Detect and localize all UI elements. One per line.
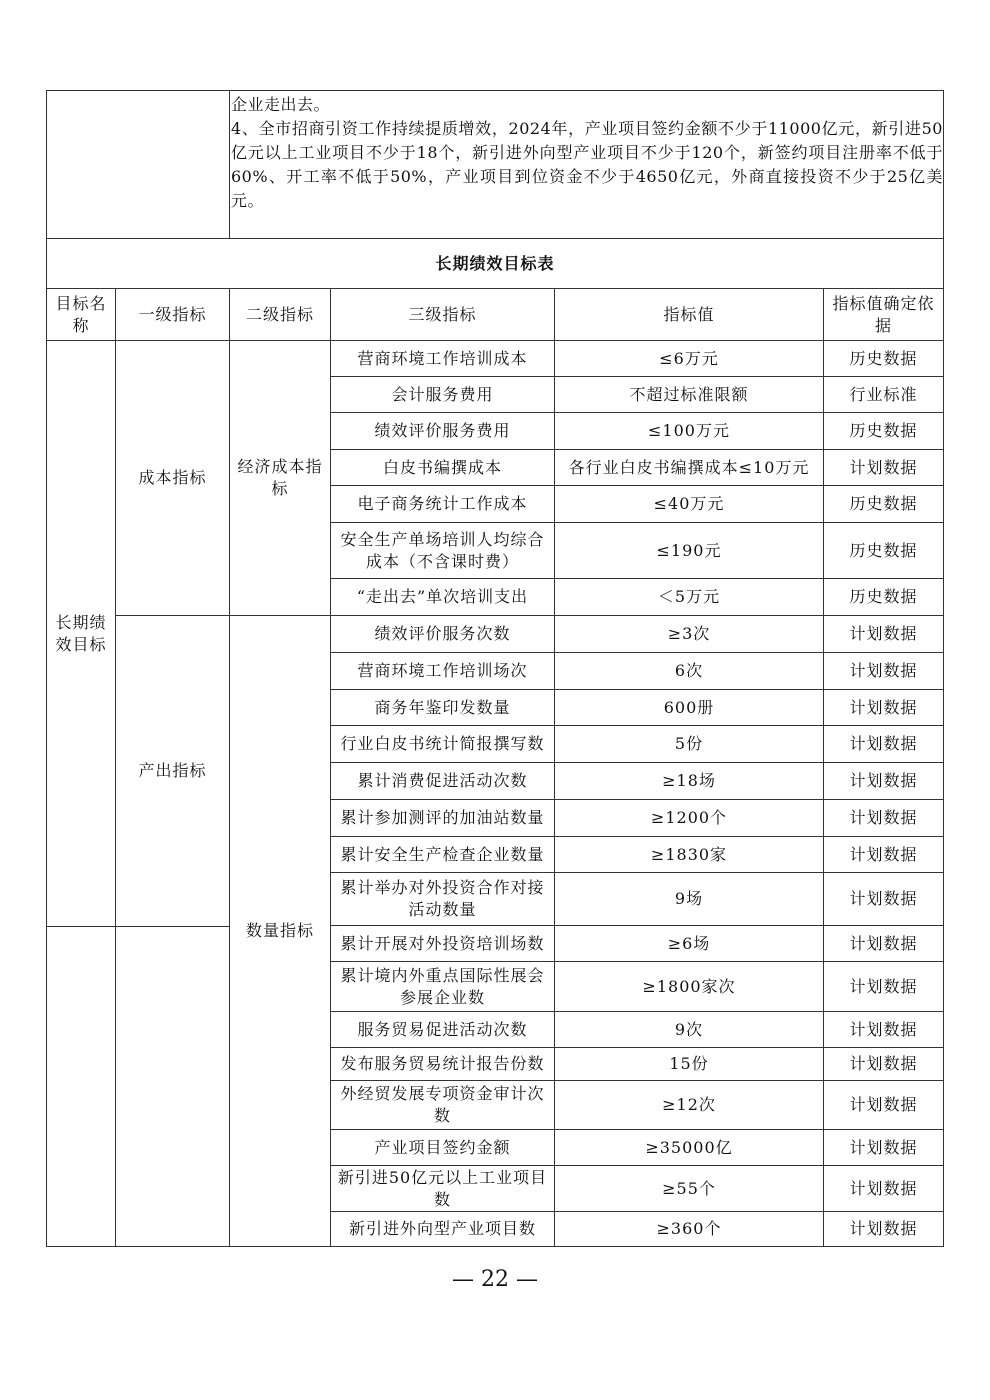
grid-line-v	[229, 90, 230, 238]
indicator-name: “走出去”单次培训支出	[356, 587, 529, 606]
indicator-value: 各行业白皮书编撰成本≤10万元	[568, 457, 810, 477]
indicator-name: 绩效评价服务次数	[374, 624, 511, 643]
cost-indicator-cell: 成本指标	[138, 468, 207, 487]
indicator-basis: 历史数据	[849, 587, 918, 606]
indicator-value: 5份	[674, 734, 704, 753]
header-basis: 指标值确定依据	[832, 293, 935, 335]
indicator-basis: 计划数据	[849, 976, 918, 996]
indicator-basis: 计划数据	[849, 1019, 918, 1039]
indicator-basis: 计划数据	[849, 1137, 918, 1157]
goal-name-cell: 长期绩效目标	[55, 612, 107, 654]
indicator-name: 累计开展对外投资培训场数	[340, 933, 545, 953]
indicator-value: ≤6万元	[659, 348, 719, 368]
indicator-name: 外经贸发展专项资金审计次数	[340, 1084, 545, 1125]
indicator-basis: 计划数据	[849, 1054, 918, 1073]
indicator-basis: 历史数据	[849, 348, 918, 368]
indicator-name: 累计境内外重点国际性展会参展企业数	[340, 965, 545, 1007]
grid-line-h	[330, 1246, 944, 1247]
indicator-name: 产业项目签约金额	[374, 1137, 511, 1157]
indicator-name: 累计举办对外投资合作对接活动数量	[340, 878, 545, 919]
grid-line-h	[229, 1246, 331, 1247]
indicator-name: 电子商务统计工作成本	[357, 494, 528, 513]
indicator-value: ≥6场	[667, 933, 711, 953]
indicator-basis: 行业标准	[849, 384, 918, 404]
indicator-value: ≥12次	[662, 1095, 716, 1114]
indicator-value: ≥1800家次	[642, 976, 736, 996]
indicator-value: 15份	[669, 1054, 709, 1073]
indicator-basis: 计划数据	[849, 457, 918, 477]
grid-line-v	[943, 90, 944, 1246]
indicator-value: ≥1830家	[650, 844, 728, 864]
grid-line-h	[46, 238, 944, 239]
header-level2: 二级指标	[245, 304, 314, 324]
intro-text	[231, 93, 943, 213]
indicator-name: 白皮书编撰成本	[382, 457, 502, 477]
indicator-basis: 计划数据	[849, 734, 918, 753]
indicator-basis: 计划数据	[849, 933, 918, 953]
indicator-name: 新引进50亿元以上工业项目数	[337, 1167, 548, 1209]
indicator-basis: 计划数据	[849, 1219, 918, 1238]
indicator-value: 9场	[674, 889, 704, 908]
indicator-value: 6次	[674, 661, 704, 680]
indicator-value: 不超过标准限额	[629, 384, 749, 404]
indicator-basis: 计划数据	[849, 844, 918, 864]
indicator-name: 营商环境工作培训成本	[357, 348, 528, 368]
page-number: — 22 —	[452, 1267, 538, 1292]
indicator-name: 累计参加测评的加油站数量	[340, 808, 545, 827]
indicator-basis: 历史数据	[849, 421, 918, 440]
indicator-basis: 计划数据	[849, 624, 918, 643]
indicator-name: 绩效评价服务费用	[374, 421, 511, 440]
indicator-name: 营商环境工作培训场次	[357, 661, 528, 680]
indicator-value: ≥35000亿	[645, 1137, 733, 1157]
indicator-name: 发布服务贸易统计报告份数	[340, 1054, 545, 1073]
indicator-value: ≤190元	[656, 540, 722, 560]
grid-line-h	[46, 90, 944, 91]
indicator-value: ≤40万元	[653, 494, 725, 513]
indicator-basis: 计划数据	[849, 1178, 918, 1198]
grid-line-h	[115, 1246, 230, 1247]
indicator-basis: 计划数据	[849, 889, 918, 908]
header-level3: 三级指标	[408, 304, 477, 324]
grid-line-h	[46, 1246, 116, 1247]
indicator-name: 会计服务费用	[391, 384, 494, 404]
indicator-basis: 历史数据	[849, 494, 918, 513]
indicator-value: 9次	[674, 1019, 704, 1039]
indicator-basis: 计划数据	[849, 808, 918, 827]
grid-line-h	[46, 926, 230, 927]
indicator-name: 累计消费促进活动次数	[357, 771, 528, 790]
indicator-name: 新引进外向型产业项目数	[348, 1219, 536, 1238]
indicator-value: ≥1200个	[650, 808, 728, 827]
intro-line-2: 4、全市招商引资工作持续提质增效，2024年，产业项目签约金额不少于11000亿元，新引进50亿元以上工业项目不少于18个，新引进外向型产业项目不少于120个，新签约项目注册率不低于60%、开工率不低于50%，产业项目到位资金不少于4650亿元，外商直接投资不少于25亿美元。	[231, 119, 943, 210]
intro-line-1: 企业走出去。	[231, 95, 331, 114]
indicator-basis: 计划数据	[849, 1095, 918, 1114]
table-title: 长期绩效目标表	[435, 254, 555, 273]
indicator-value: ≤100万元	[648, 421, 730, 440]
header-level1: 一级指标	[138, 304, 207, 324]
indicator-value: ＜5万元	[657, 587, 721, 606]
indicator-name: 服务贸易促进活动次数	[357, 1019, 528, 1039]
indicator-value: 600册	[663, 697, 715, 717]
indicator-name: 安全生产单场培训人均综合成本（不含课时费）	[340, 529, 545, 571]
header-goal-name: 目标名称	[55, 293, 107, 335]
indicator-value: ≥18场	[662, 771, 716, 790]
quantity-indicator-cell: 数量指标	[245, 921, 314, 940]
indicator-value: ≥360个	[656, 1219, 722, 1238]
indicator-basis: 计划数据	[849, 697, 918, 717]
indicator-basis: 历史数据	[849, 540, 918, 560]
indicator-value: ≥55个	[662, 1178, 716, 1198]
indicator-name: 商务年鉴印发数量	[374, 697, 511, 717]
indicator-basis: 计划数据	[849, 771, 918, 790]
indicator-basis: 计划数据	[849, 661, 918, 680]
indicator-value: ≥3次	[667, 624, 711, 643]
economic-cost-cell: 经济成本指标	[237, 457, 323, 498]
indicator-name: 行业白皮书统计简报撰写数	[340, 734, 545, 753]
output-indicator-cell: 产出指标	[138, 761, 207, 780]
indicator-name: 累计安全生产检查企业数量	[340, 844, 545, 864]
header-value: 指标值	[663, 304, 715, 324]
